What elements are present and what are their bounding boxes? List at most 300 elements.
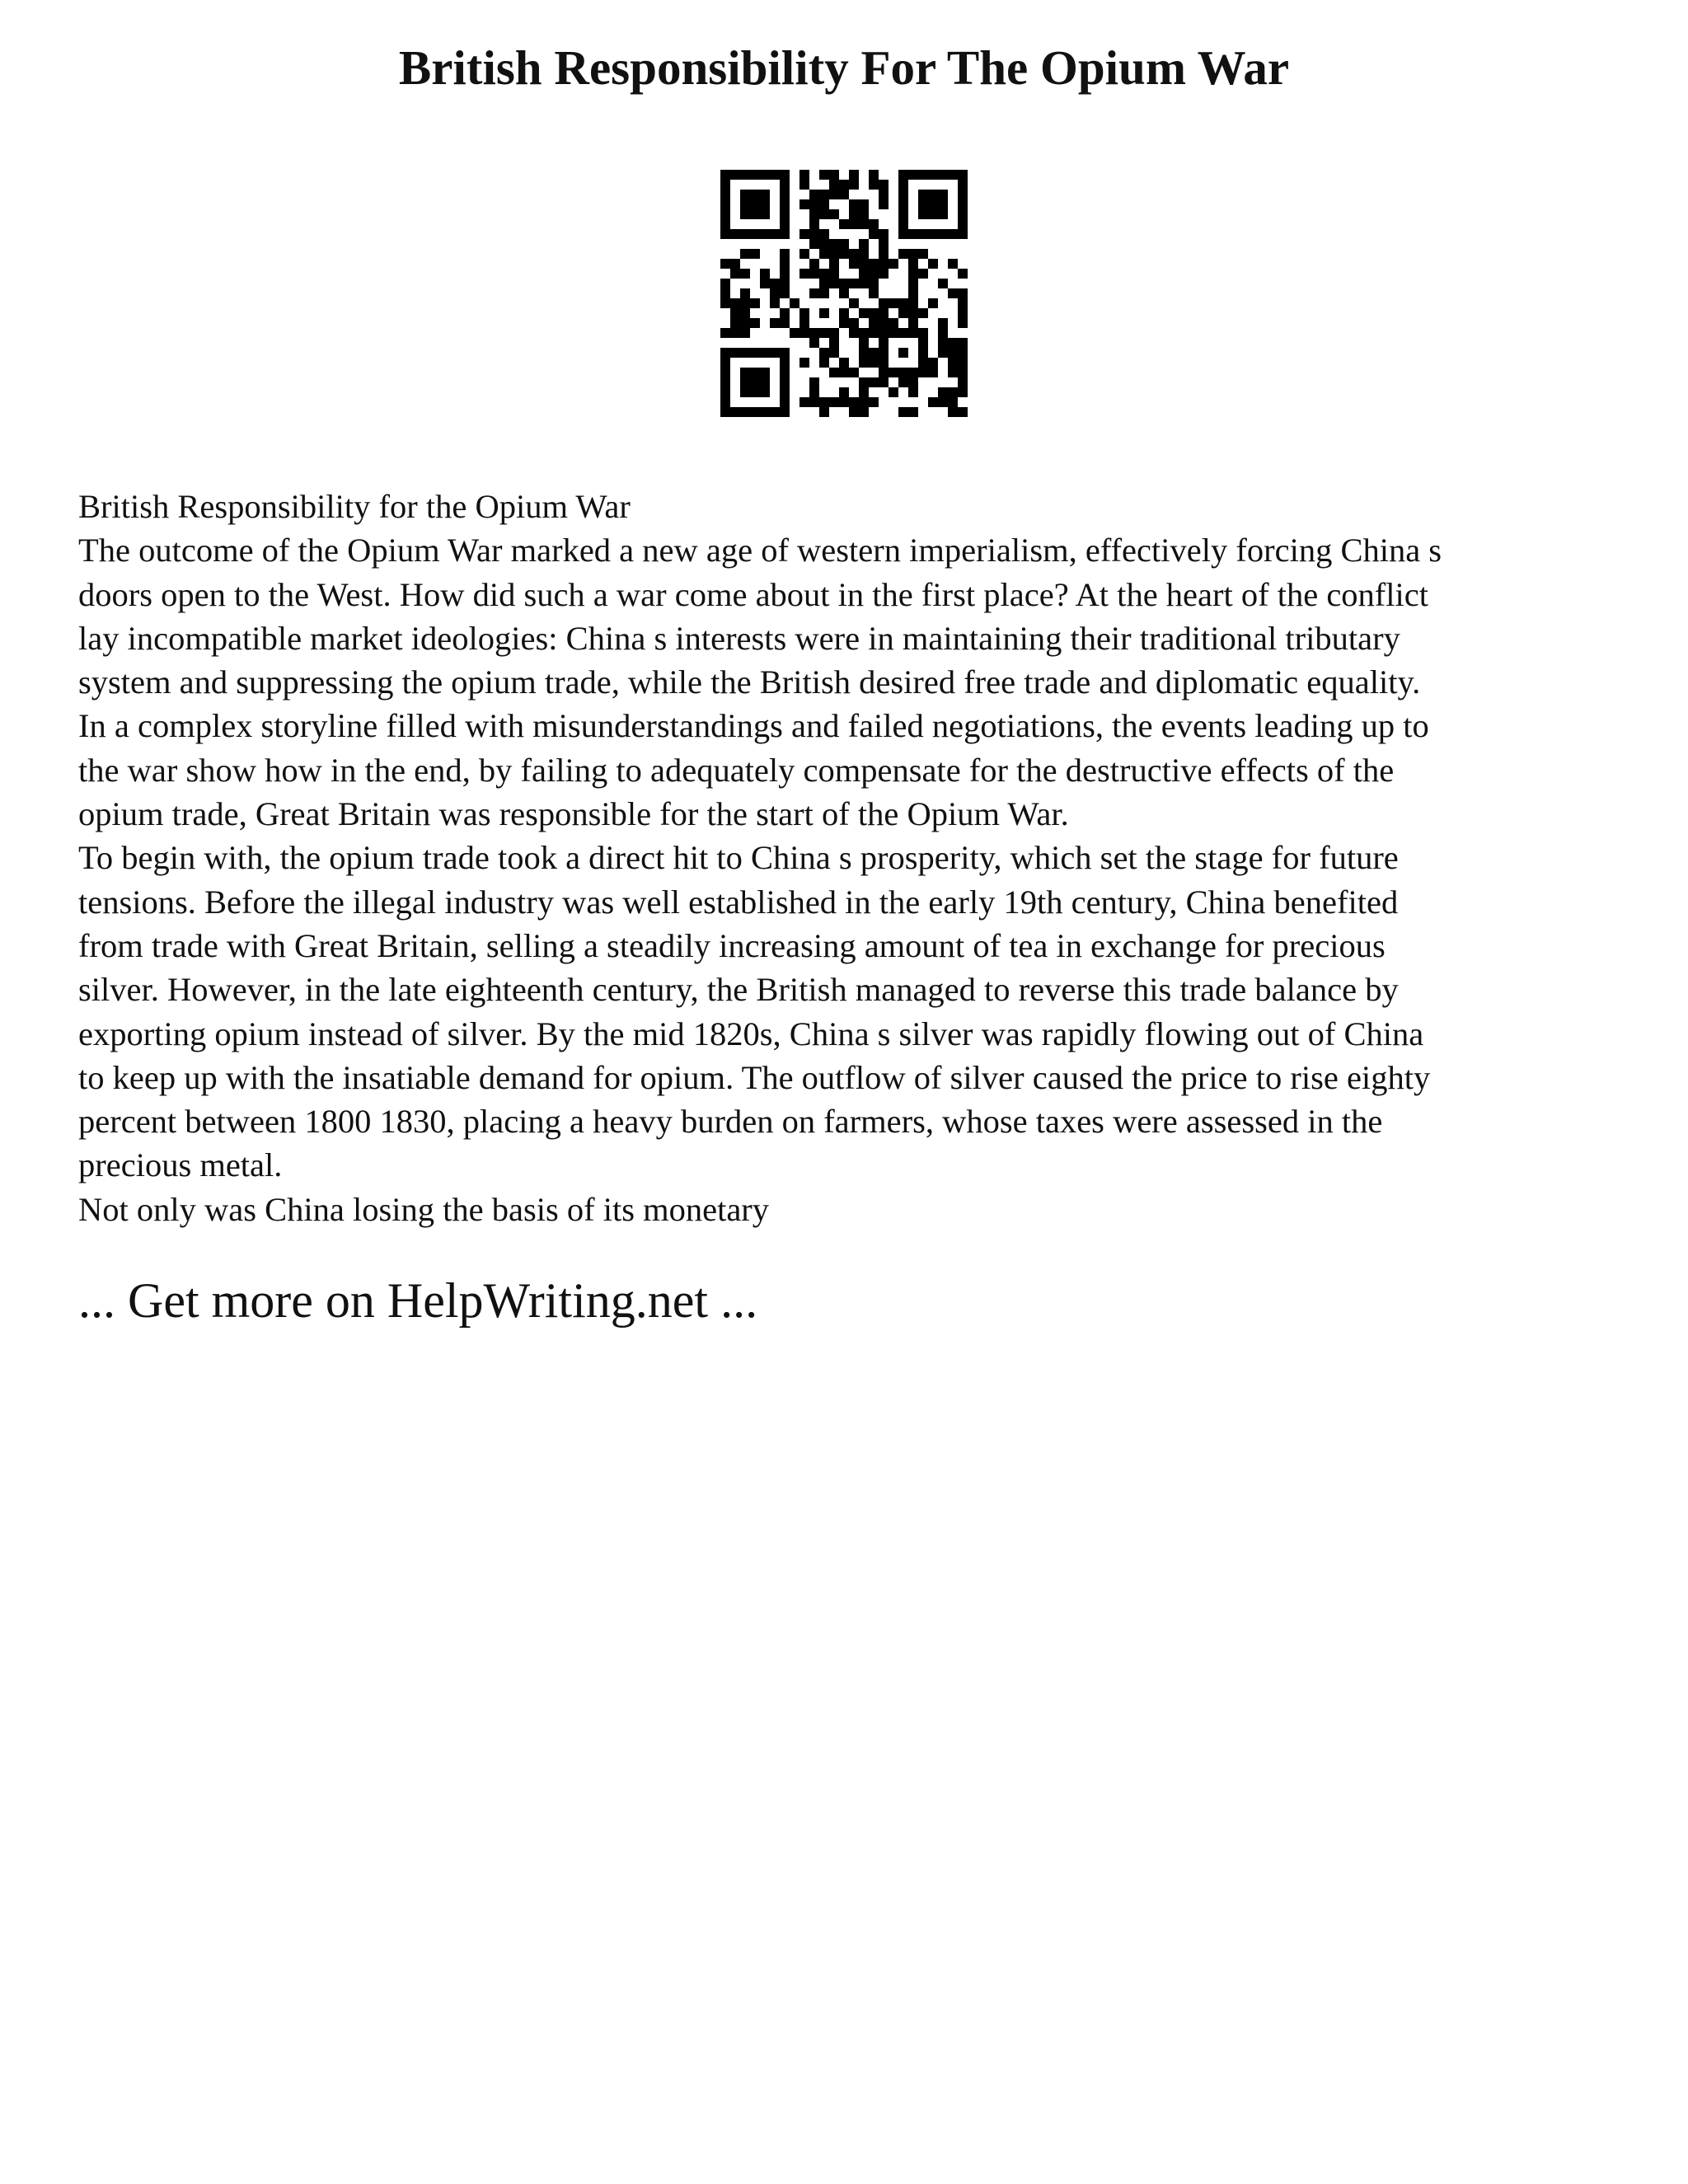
qr-module <box>720 328 730 338</box>
essay-line: Not only was China losing the basis of its monetary <box>78 1190 770 1228</box>
qr-module <box>740 249 750 259</box>
qr-module <box>799 397 809 407</box>
qr-module <box>819 209 829 219</box>
qr-module <box>750 377 760 387</box>
qr-module <box>958 407 968 417</box>
qr-module <box>879 249 889 259</box>
qr-module <box>869 308 879 318</box>
qr-module <box>829 249 839 259</box>
qr-module <box>879 318 889 328</box>
qr-module <box>790 328 799 338</box>
qr-module <box>958 298 968 308</box>
qr-module <box>799 328 809 338</box>
qr-module <box>958 219 968 229</box>
qr-module <box>829 368 839 377</box>
qr-module <box>819 229 829 239</box>
qr-module <box>889 387 898 397</box>
qr-module <box>799 358 809 368</box>
qr-module <box>720 209 730 219</box>
qr-module <box>819 397 829 407</box>
essay-line: system and suppressing the opium trade, while the British desired free trade and diplomatic equality. <box>78 663 1421 701</box>
qr-module <box>889 318 898 328</box>
qr-module <box>908 298 918 308</box>
qr-module <box>839 397 849 407</box>
qr-module <box>938 348 948 358</box>
qr-module <box>829 279 839 288</box>
qr-module <box>918 308 928 318</box>
qr-module <box>760 377 770 387</box>
qr-module <box>809 377 819 387</box>
qr-module <box>928 170 938 180</box>
qr-module <box>780 358 790 368</box>
qr-module <box>730 407 740 417</box>
essay-line: silver. However, in the late eighteenth century, the British managed to reverse this trade balance by <box>78 971 1399 1009</box>
qr-module <box>720 229 730 239</box>
qr-module <box>908 170 918 180</box>
qr-module <box>819 279 829 288</box>
qr-module <box>869 348 879 358</box>
qr-module <box>730 318 740 328</box>
qr-module <box>799 199 809 209</box>
qr-module <box>819 358 829 368</box>
qr-module <box>958 288 968 298</box>
qr-module <box>849 180 859 190</box>
qr-module <box>819 407 829 417</box>
qr-module <box>918 249 928 259</box>
qr-module <box>869 288 879 298</box>
qr-module <box>879 190 889 199</box>
qr-module <box>740 318 750 328</box>
qr-module <box>898 209 908 219</box>
qr-module <box>780 377 790 387</box>
qr-module <box>839 358 849 368</box>
qr-module <box>879 338 889 348</box>
essay-line: tensions. Before the illegal industry was well established in the early 19th century, China benefited <box>78 883 1399 921</box>
qr-module <box>938 318 948 328</box>
qr-module <box>740 368 750 377</box>
qr-module <box>918 368 928 377</box>
qr-module <box>819 269 829 279</box>
qr-module <box>869 318 879 328</box>
qr-module <box>948 368 958 377</box>
qr-module <box>938 209 948 219</box>
qr-module <box>908 288 918 298</box>
qr-module <box>780 279 790 288</box>
qr-module <box>879 328 889 338</box>
qr-module <box>938 170 948 180</box>
qr-module <box>790 298 799 308</box>
essay-line: the war show how in the end, by failing to adequately compensate for the destructive effects of the <box>78 751 1395 789</box>
qr-module <box>928 298 938 308</box>
qr-module <box>849 407 859 417</box>
essay-line: opium trade, Great Britain was responsible for the start of the Opium War. <box>78 795 1069 833</box>
qr-module <box>918 170 928 180</box>
qr-code-graphic <box>720 170 968 417</box>
qr-module <box>829 348 839 358</box>
qr-module <box>849 368 859 377</box>
qr-module <box>938 199 948 209</box>
qr-module <box>898 249 908 259</box>
qr-module <box>869 279 879 288</box>
qr-module <box>859 249 869 259</box>
qr-module <box>809 397 819 407</box>
qr-module <box>948 338 958 348</box>
qr-module <box>809 259 819 269</box>
qr-module <box>750 298 760 308</box>
qr-module <box>958 348 968 358</box>
qr-module <box>889 328 898 338</box>
qr-module <box>780 407 790 417</box>
qr-module <box>740 269 750 279</box>
qr-module <box>780 249 790 259</box>
qr-module <box>928 229 938 239</box>
qr-module <box>730 328 740 338</box>
qr-module <box>819 199 829 209</box>
qr-module <box>918 209 928 219</box>
qr-module <box>720 358 730 368</box>
qr-module <box>928 190 938 199</box>
qr-module <box>869 269 879 279</box>
qr-module <box>859 308 869 318</box>
qr-module <box>958 358 968 368</box>
qr-module <box>898 199 908 209</box>
qr-module <box>879 180 889 190</box>
qr-module <box>829 170 839 180</box>
qr-module <box>849 249 859 259</box>
qr-module <box>859 279 869 288</box>
qr-module <box>938 190 948 199</box>
qr-module <box>760 209 770 219</box>
qr-module <box>780 269 790 279</box>
qr-module <box>958 318 968 328</box>
qr-module <box>829 209 839 219</box>
qr-module <box>839 387 849 397</box>
qr-module <box>918 229 928 239</box>
qr-module <box>730 298 740 308</box>
qr-module <box>918 199 928 209</box>
qr-module <box>720 377 730 387</box>
qr-module <box>938 338 948 348</box>
qr-module <box>869 219 879 229</box>
qr-module <box>869 259 879 269</box>
qr-module <box>869 328 879 338</box>
qr-module <box>770 318 780 328</box>
qr-module <box>819 170 829 180</box>
qr-module <box>859 407 869 417</box>
qr-module <box>948 259 958 269</box>
qr-module <box>938 387 948 397</box>
qr-module <box>730 348 740 358</box>
qr-module <box>849 328 859 338</box>
qr-module <box>958 377 968 387</box>
qr-module <box>839 288 849 298</box>
qr-module <box>898 170 908 180</box>
qr-module <box>740 229 750 239</box>
qr-module <box>809 288 819 298</box>
qr-module <box>760 348 770 358</box>
qr-module <box>879 377 889 387</box>
qr-module <box>918 338 928 348</box>
qr-module <box>809 190 819 199</box>
qr-module <box>849 318 859 328</box>
qr-module <box>750 368 760 377</box>
qr-module <box>770 298 780 308</box>
qr-module <box>859 328 869 338</box>
qr-module <box>908 269 918 279</box>
qr-module <box>879 368 889 377</box>
qr-module <box>908 229 918 239</box>
qr-module <box>918 348 928 358</box>
qr-module <box>918 358 928 368</box>
qr-module <box>799 269 809 279</box>
essay-line: precious metal. <box>78 1146 283 1184</box>
qr-module <box>760 407 770 417</box>
qr-module <box>898 298 908 308</box>
qr-module <box>879 199 889 209</box>
qr-module <box>948 170 958 180</box>
qr-module <box>898 348 908 358</box>
qr-module <box>859 377 869 387</box>
qr-module <box>720 348 730 358</box>
qr-module <box>819 249 829 259</box>
qr-module <box>829 259 839 269</box>
qr-module <box>869 170 879 180</box>
qr-module <box>730 229 740 239</box>
qr-module <box>869 397 879 407</box>
qr-module <box>918 269 928 279</box>
qr-module <box>849 298 859 308</box>
qr-module <box>780 209 790 219</box>
qr-module <box>879 298 889 308</box>
qr-module <box>898 368 908 377</box>
qr-module <box>908 328 918 338</box>
qr-module <box>938 229 948 239</box>
qr-module <box>720 387 730 397</box>
qr-module <box>829 328 839 338</box>
qr-module <box>829 397 839 407</box>
qr-module <box>869 229 879 239</box>
qr-module <box>750 407 760 417</box>
qr-module <box>809 387 819 397</box>
qr-module <box>819 348 829 358</box>
qr-module <box>928 259 938 269</box>
qr-module <box>799 318 809 328</box>
qr-module <box>809 209 819 219</box>
qr-module <box>809 229 819 239</box>
qr-module <box>809 239 819 249</box>
qr-module <box>809 269 819 279</box>
qr-module <box>750 387 760 397</box>
qr-module <box>720 180 730 190</box>
qr-module <box>740 328 750 338</box>
qr-module <box>879 348 889 358</box>
qr-module <box>908 259 918 269</box>
qr-module <box>918 328 928 338</box>
qr-module <box>720 368 730 377</box>
qr-module <box>849 209 859 219</box>
qr-module <box>908 407 918 417</box>
qr-module <box>839 219 849 229</box>
qr-module <box>750 199 760 209</box>
qr-module <box>750 209 760 219</box>
qr-module <box>720 407 730 417</box>
qr-module <box>958 209 968 219</box>
qr-module <box>829 338 839 348</box>
qr-module <box>948 229 958 239</box>
qr-module <box>770 348 780 358</box>
qr-module <box>740 348 750 358</box>
qr-module <box>799 180 809 190</box>
qr-module <box>780 199 790 209</box>
qr-module <box>859 348 869 358</box>
qr-module <box>958 338 968 348</box>
essay-line: The outcome of the Opium War marked a new age of western imperialism, effectively forcing China s <box>78 532 1442 569</box>
essay-line: to keep up with the insatiable demand for opium. The outflow of silver caused the price to rise eighty <box>78 1058 1431 1096</box>
qr-module <box>839 190 849 199</box>
qr-module <box>740 199 750 209</box>
qr-module <box>740 190 750 199</box>
qr-module <box>740 308 750 318</box>
qr-module <box>740 209 750 219</box>
qr-module <box>819 328 829 338</box>
qr-module <box>879 239 889 249</box>
qr-module <box>720 259 730 269</box>
essay-line: exporting opium instead of silver. By the mid 1820s, China s silver was rapidly flowing out of China <box>78 1015 1424 1052</box>
qr-module <box>948 387 958 397</box>
qr-module <box>720 219 730 229</box>
qr-module <box>859 387 869 397</box>
essay-line: doors open to the West. How did such a war come about in the first place? At the heart of the conflict <box>78 575 1429 613</box>
qr-module <box>898 377 908 387</box>
qr-module <box>760 190 770 199</box>
qr-module <box>750 170 760 180</box>
qr-module <box>720 397 730 407</box>
qr-code-icon <box>720 170 968 417</box>
qr-module <box>809 199 819 209</box>
qr-module <box>760 269 770 279</box>
qr-module <box>829 239 839 249</box>
qr-module <box>958 180 968 190</box>
qr-module <box>780 348 790 358</box>
qr-module <box>740 288 750 298</box>
qr-module <box>938 279 948 288</box>
qr-module <box>948 288 958 298</box>
essay-line: percent between 1800 1830, placing a heavy burden on farmers, whose taxes were assessed in the <box>78 1103 1383 1141</box>
qr-module <box>780 397 790 407</box>
qr-module <box>879 308 889 318</box>
qr-module <box>879 358 889 368</box>
qr-module <box>958 387 968 397</box>
qr-module <box>958 190 968 199</box>
qr-module <box>879 229 889 239</box>
qr-module <box>908 249 918 259</box>
qr-module <box>849 259 859 269</box>
qr-module <box>740 298 750 308</box>
get-more-link[interactable]: ... Get more on HelpWriting.net ... <box>78 1273 758 1328</box>
qr-module <box>760 368 770 377</box>
qr-module <box>898 229 908 239</box>
qr-module <box>780 190 790 199</box>
qr-module <box>780 318 790 328</box>
qr-module <box>760 229 770 239</box>
essay-line: In a complex storyline filled with misunderstandings and failed negotiations, the events leading up to <box>78 707 1429 745</box>
qr-module <box>839 318 849 328</box>
qr-module <box>770 288 780 298</box>
qr-module <box>948 407 958 417</box>
qr-module <box>780 259 790 269</box>
qr-module <box>908 279 918 288</box>
qr-module <box>780 170 790 180</box>
qr-module <box>889 259 898 269</box>
qr-module <box>819 190 829 199</box>
qr-module <box>780 387 790 397</box>
qr-module <box>908 308 918 318</box>
qr-module <box>750 190 760 199</box>
qr-module <box>898 180 908 190</box>
qr-module <box>948 358 958 368</box>
qr-module <box>849 279 859 288</box>
qr-module <box>918 190 928 199</box>
qr-module <box>898 308 908 318</box>
qr-module <box>879 259 889 269</box>
qr-module <box>928 368 938 377</box>
qr-module <box>908 377 918 387</box>
qr-module <box>770 279 780 288</box>
qr-module <box>938 328 948 338</box>
qr-module <box>849 170 859 180</box>
qr-module <box>760 279 770 288</box>
qr-module <box>720 199 730 209</box>
qr-module <box>819 239 829 249</box>
qr-module <box>898 407 908 417</box>
qr-module <box>958 170 968 180</box>
qr-module <box>908 387 918 397</box>
qr-module <box>730 269 740 279</box>
qr-module <box>948 348 958 358</box>
qr-module <box>730 170 740 180</box>
qr-module <box>859 338 869 348</box>
qr-module <box>839 279 849 288</box>
essay-line: To begin with, the opium trade took a direct hit to China s prosperity, which set the stage for future <box>78 839 1399 877</box>
qr-module <box>859 199 869 209</box>
qr-module <box>908 368 918 377</box>
qr-module <box>859 209 869 219</box>
qr-module <box>839 239 849 249</box>
qr-module <box>958 229 968 239</box>
qr-module <box>859 219 869 229</box>
qr-module <box>958 269 968 279</box>
qr-module <box>829 180 839 190</box>
qr-module <box>859 239 869 249</box>
qr-module <box>889 298 898 308</box>
qr-module <box>859 358 869 368</box>
qr-module <box>720 298 730 308</box>
qr-module <box>780 219 790 229</box>
essay-line: lay incompatible market ideologies: China s interests were in maintaining their traditional tributary <box>78 619 1400 657</box>
qr-module <box>898 190 908 199</box>
qr-module <box>859 259 869 269</box>
qr-module <box>760 170 770 180</box>
essay-body <box>78 485 1628 1231</box>
qr-module <box>829 190 839 199</box>
qr-module <box>750 249 760 259</box>
qr-module <box>799 308 809 318</box>
qr-module <box>859 269 869 279</box>
qr-module <box>849 219 859 229</box>
qr-module <box>780 229 790 239</box>
qr-module <box>819 308 829 318</box>
qr-module <box>928 397 938 407</box>
